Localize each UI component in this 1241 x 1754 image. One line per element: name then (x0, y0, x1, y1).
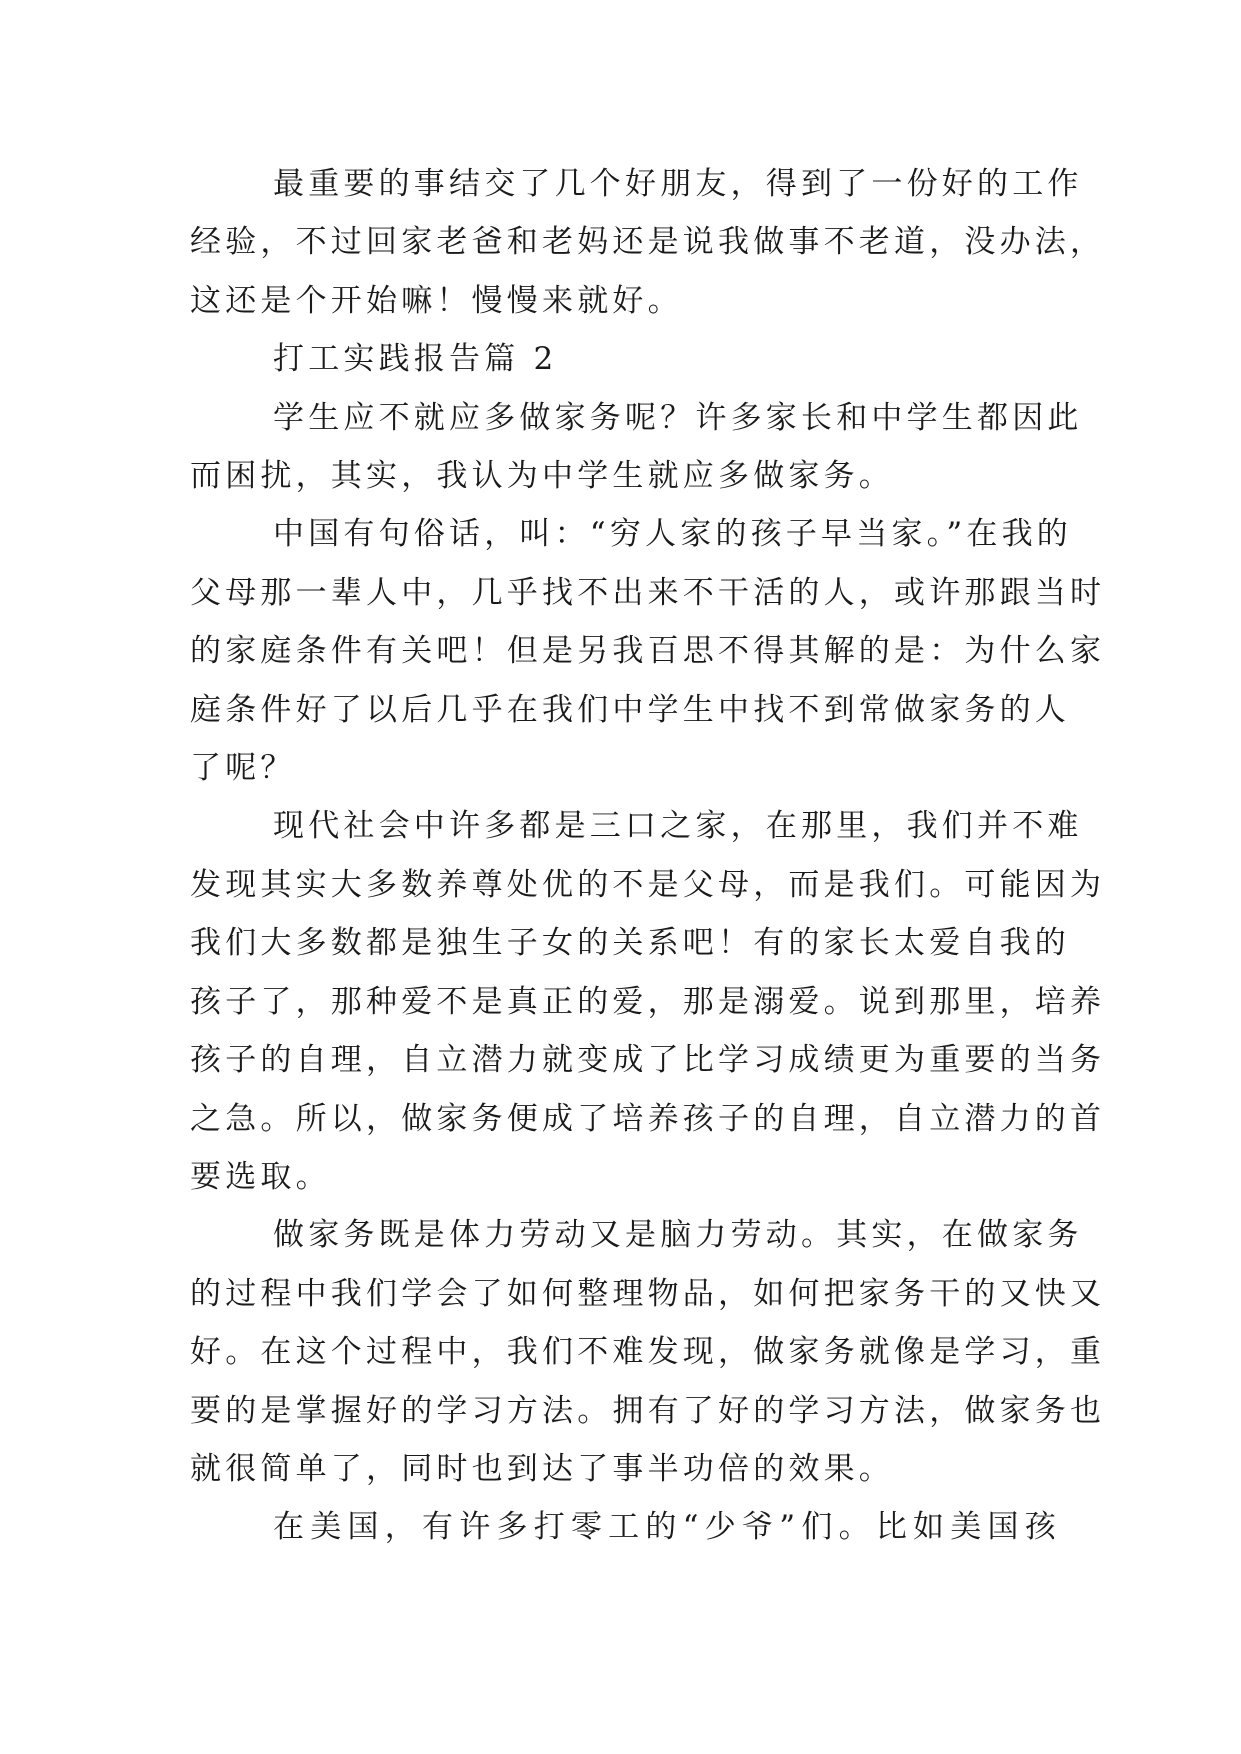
text-line: 我们大多数都是独生子女的关系吧！有的家长太爱自我的 (190, 925, 1070, 962)
text-line: 要的是掌握好的学习方法。拥有了好的学习方法，做家务也 (190, 1392, 1106, 1429)
paragraph-america (190, 1498, 1060, 1556)
text-line: 这还是个开始嘛！慢慢来就好。 (190, 282, 683, 319)
text-line: 孩子的自理，自立潜力就变成了比学习成绩更为重要的当务 (190, 1042, 1106, 1079)
heading-text: 打工实践报告篇 2 (273, 341, 558, 378)
text-line: 发现其实大多数养尊处优的不是父母，而是我们。可能因为 (190, 866, 1106, 903)
paragraph-housework-question (190, 389, 1083, 506)
text-line: 做家务既是体力劳动又是脑力劳动。其实，在做家务 (273, 1217, 1083, 1254)
text-line: 的家庭条件有关吧！但是另我百思不得其解的是：为什么家 (190, 633, 1106, 670)
text-line: 就很简单了，同时也到达了事半功倍的效果。 (190, 1450, 894, 1487)
text-line: 父母那一辈人中，几乎找不出来不干活的人，或许那跟当时 (190, 574, 1106, 611)
text-line: 之急。所以，做家务便成了培养孩子的自理，自立潜力的首 (190, 1100, 1106, 1137)
paragraph-modern-society (190, 797, 1106, 1206)
paragraph-proverb (190, 505, 1106, 797)
text-line: 要选取。 (190, 1158, 331, 1195)
text-line: 庭条件好了以后几乎在我们中学生中找不到常做家务的人 (190, 691, 1070, 728)
text-line: 了呢？ (190, 750, 296, 787)
paragraph-conclusion (190, 155, 1106, 330)
document-body (190, 155, 1106, 1557)
text-line: 的过程中我们学会了如何整理物品，如何把家务干的又快又 (190, 1275, 1106, 1312)
text-line: 好。在这个过程中，我们不难发现，做家务就像是学习，重 (190, 1334, 1106, 1371)
paragraph-housework-labor (190, 1206, 1106, 1498)
section-heading (190, 330, 1060, 388)
text-line: 经验，不过回家老爸和老妈还是说我做事不老道，没办法， (190, 224, 1106, 261)
text-line: 在美国，有许多打零工的“少爷”们。比如美国孩 (273, 1509, 1060, 1546)
text-line: 中国有句俗话，叫：“穷人家的孩子早当家。”在我的 (273, 516, 1072, 553)
text-line: 学生应不就应多做家务呢？许多家长和中学生都因此 (273, 399, 1083, 436)
text-line: 孩子了，那种爱不是真正的爱，那是溺爱。说到那里，培养 (190, 983, 1106, 1020)
text-line: 最重要的事结交了几个好朋友，得到了一份好的工作 (273, 166, 1083, 202)
text-line: 而困扰，其实，我认为中学生就应多做家务。 (190, 458, 894, 495)
text-line: 现代社会中许多都是三口之家，在那里，我们并不难 (273, 808, 1083, 845)
